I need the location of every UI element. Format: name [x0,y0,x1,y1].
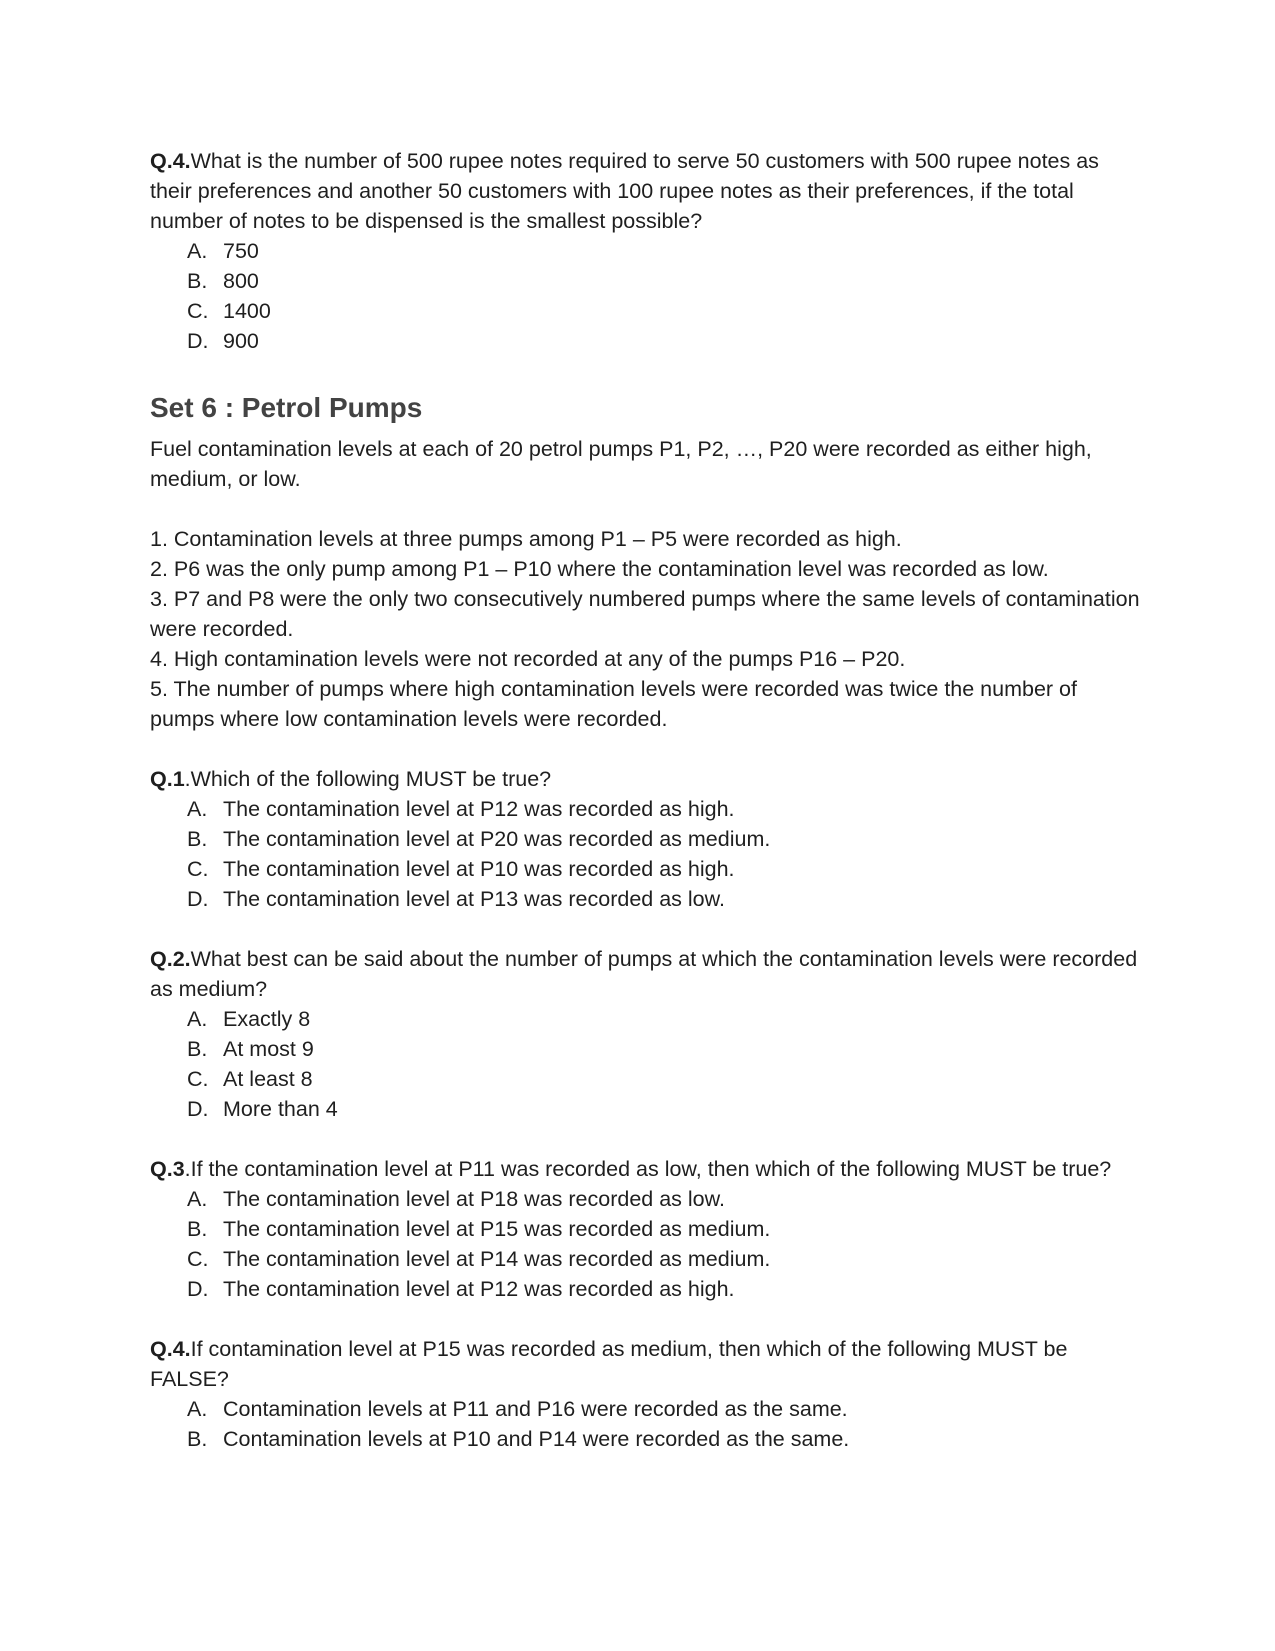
question-text: .Which of the following MUST be true? [184,767,552,791]
condition-4: 4. High contamination levels were not recorded at any of the pumps P16 – P20. [150,647,906,671]
option-text: Exactly 8 [223,1007,311,1031]
option [150,1394,1140,1424]
option-letter: C. [187,1067,209,1091]
option [150,1004,1140,1034]
option-letter: C. [187,299,209,323]
section-heading: Set 6 : Petrol Pumps [150,392,423,423]
option [150,794,1140,824]
option-text: The contamination level at P15 was recorded as medium. [223,1217,771,1241]
option [150,236,1140,266]
option [150,296,1140,326]
option [150,1034,1140,1064]
option-letter: B. [187,1037,208,1061]
set-intro: Fuel contamination levels at each of 20 petrol pumps P1, P2, …, P20 were recorded as either high, medium, or low. [150,437,1092,491]
option-text: At most 9 [223,1037,314,1061]
condition-2: 2. P6 was the only pump among P1 – P10 where the contamination level was recorded as low. [150,557,1049,581]
option-text: The contamination level at P20 was recorded as medium. [223,827,771,851]
option [150,266,1140,296]
option-letter: D. [187,887,209,911]
option-text: 800 [223,269,259,293]
option-letter: D. [187,1277,209,1301]
question-text: If contamination level at P15 was recorded as medium, then which of the following MUST be FALSE? [150,1337,1068,1391]
option-letter: B. [187,1217,208,1241]
question-label: Q.4. [150,1337,191,1361]
question-q1 [150,764,1140,794]
option [150,326,1140,356]
option-letter: A. [187,1397,208,1421]
option [150,1214,1140,1244]
document-content [150,146,1140,1454]
options-list [150,236,1140,356]
option-text: The contamination level at P14 was recorded as medium. [223,1247,771,1271]
option-letter: B. [187,1427,208,1451]
question-q4 [150,1334,1140,1394]
option-letter: C. [187,1247,209,1271]
option [150,854,1140,884]
question-label: Q.4. [150,149,191,173]
question-label: Q.1 [150,767,185,791]
option [150,1244,1140,1274]
option-text: Contamination levels at P10 and P14 were recorded as the same. [223,1427,850,1451]
option-letter: B. [187,269,208,293]
option-text: The contamination level at P13 was recorded as low. [223,887,725,911]
option-text: The contamination level at P10 was recorded as high. [223,857,735,881]
option-letter: D. [187,1097,209,1121]
option [150,824,1140,854]
option-text: 1400 [223,299,271,323]
options-list [150,1394,1140,1454]
option-text: At least 8 [223,1067,313,1091]
option-letter: A. [187,797,208,821]
option-letter: B. [187,827,208,851]
question-text: .If the contamination level at P11 was recorded as low, then which of the following MUST be true? [184,1157,1112,1181]
option [150,1424,1140,1454]
condition-5: 5. The number of pumps where high contamination levels were recorded was twice the number of pumps where low contamination levels were recorded. [150,677,1077,731]
option-text: More than 4 [223,1097,338,1121]
question-prev-q4 [150,146,1140,236]
option-letter: A. [187,1007,208,1031]
question-text: What is the number of 500 rupee notes required to serve 50 customers with 500 rupee notes as their preferences and another 50 customers with 100 rupee notes as their preferences, if the total number of notes to be dispensed is the smallest possible? [150,149,1099,233]
options-list [150,1004,1140,1124]
option [150,1094,1140,1124]
question-q2 [150,944,1140,1004]
option-letter: D. [187,329,209,353]
option-letter: C. [187,857,209,881]
option-text: The contamination level at P12 was recorded as high. [223,797,735,821]
option-letter: A. [187,239,208,263]
condition-3: 3. P7 and P8 were the only two consecutively numbered pumps where the same levels of contamination were recorded. [150,587,1140,641]
condition-1: 1. Contamination levels at three pumps among P1 – P5 were recorded as high. [150,527,902,551]
option [150,1064,1140,1094]
question-text: What best can be said about the number of pumps at which the contamination levels were recorded as medium? [150,947,1138,1001]
option-text: 750 [223,239,259,263]
option-text: The contamination level at P18 was recorded as low. [223,1187,725,1211]
option [150,1184,1140,1214]
option [150,1274,1140,1304]
option [150,884,1140,914]
option-text: Contamination levels at P11 and P16 were recorded as the same. [223,1397,848,1421]
option-text: 900 [223,329,259,353]
question-label: Q.2. [150,947,191,971]
question-label: Q.3 [150,1157,185,1181]
options-list [150,1184,1140,1304]
question-q3 [150,1154,1140,1184]
option-text: The contamination level at P12 was recorded as high. [223,1277,735,1301]
options-list [150,794,1140,914]
option-letter: A. [187,1187,208,1211]
